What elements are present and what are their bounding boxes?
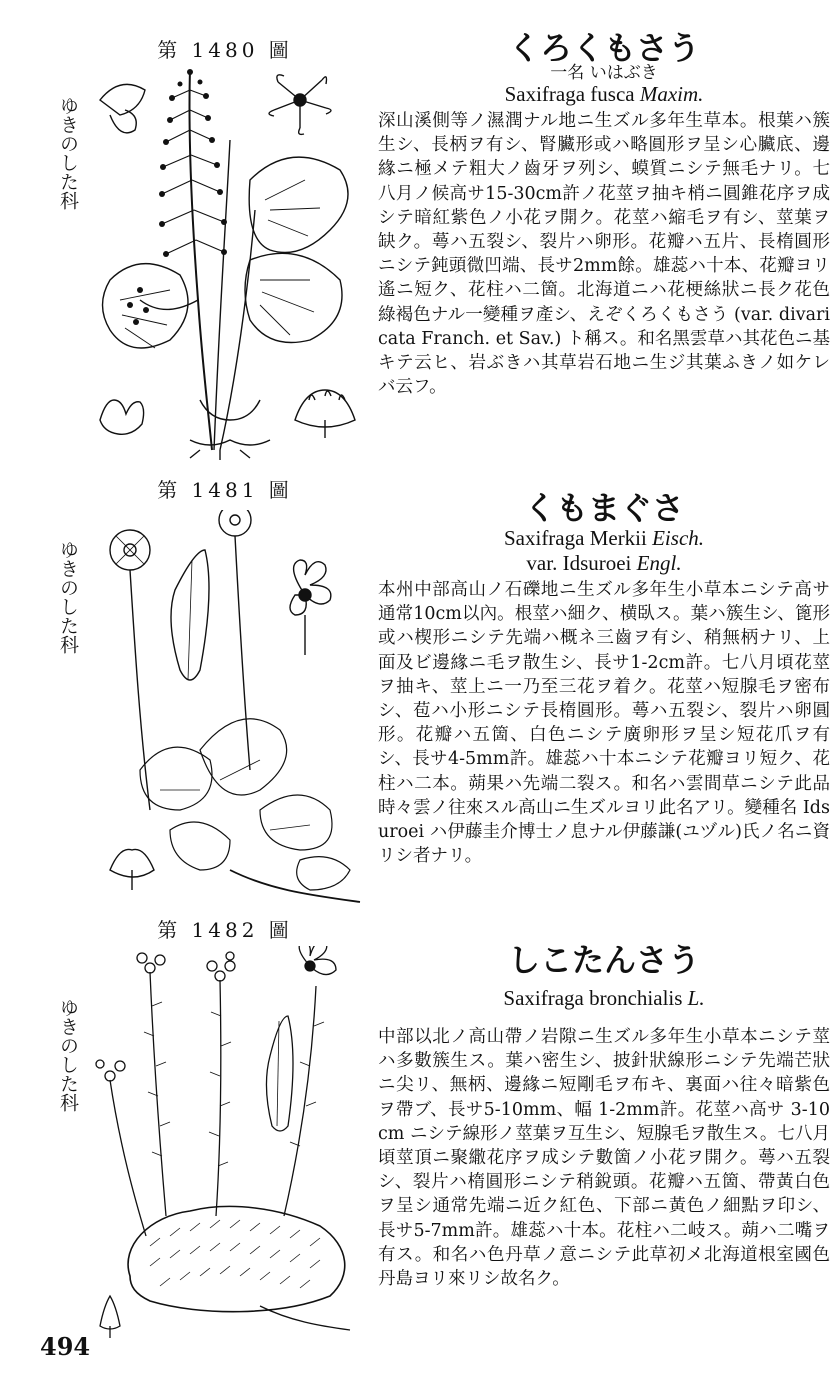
scientific-name bbox=[378, 82, 830, 107]
scientific-name bbox=[378, 986, 830, 1011]
figure-label: 第 1482 圖 bbox=[157, 918, 293, 942]
species-binomial: Saxifraga Merkii bbox=[503, 526, 647, 550]
japanese-name: くろくもさう bbox=[507, 29, 700, 67]
description: 中部以北ノ高山帶ノ岩隙ニ生ズル多年生小草本ニシテ莖ハ多數簇生ス。葉ハ密生シ、披針狀線形ニシテ先端芒狀ニ尖リ、無柄、邊緣ニ短剛毛ヲ布キ、裏面ハ往々暗紫色ヲ帶ブ、長サ5-10mm、幅 1-2mm許。花莖ハ高サ 3-10cm ニシテ線形ノ莖葉ヲ互生シ、短腺毛ヲ散生ス。七八月頃莖頂ニ聚繖花序ヲ成シテ數箇ノ小花ヲ開ク。蕚ハ五裂シ、裂片ハ楕圓形ニシテ稍銳頭。花瓣ハ五箇、帶黃白色ヲ呈シ通常先端ニ近ク紅色、下部ニ黃色ノ細點ヲ印シ、長サ5-7mm許。雄蕊ハ十本。花柱ハ二岐ス。蒴ハ二嘴ヲ有ス。和名ハ色丹草ノ意ニシテ此草初メ北海道根室國色丹島ヨリ來リシ故名ク。 bbox=[378, 1027, 830, 1290]
species-binomial: Saxifraga fusca bbox=[504, 82, 635, 106]
variety-name bbox=[378, 551, 830, 576]
entry-1480 bbox=[0, 0, 840, 470]
entry-1481 bbox=[0, 470, 840, 910]
entry-text bbox=[378, 490, 830, 868]
entry-text bbox=[378, 30, 830, 399]
species-author: Eisch. bbox=[652, 526, 705, 550]
family-label: ゆきのした科 bbox=[57, 96, 79, 210]
description: 本州中部高山ノ石礫地ニ生ズル多年生小草本ニシテ高サ通常10cm以內。根莖ハ細ク、横臥ス。葉ハ簇生シ、篦形或ハ楔形ニシテ先端ハ概ネ三齒ヲ有シ、稍無柄ナリ、上面及ビ邊緣ニ毛ヲ散生シ、長サ1-2cm許。七八月頃花莖ヲ抽キ、莖上ニ一乃至三花ヲ着ク。花莖ハ短腺毛ヲ密布シ、苞ハ小形ニシテ長楕圓形。蕚ハ五裂シ、裂片ハ卵圓形。花瓣ハ五箇、白色ニシテ廣卵形ヲ呈シ短花爪ヲ有シ、長サ4-5mm許。雄蕊ハ十本ニシテ花瓣ヨリ短ク、花柱ハ二本。蒴果ハ先端二裂ス。和名ハ雲間草ニシテ此品時々雲ノ往來スル高山ニ生ズルヨリ此名アリ。變種名 Idsuroei ハ伊藤圭介博士ノ息ナル伊藤謙(ユヅル)氏ノ名ニ資リシ者ナリ。 bbox=[378, 580, 830, 867]
species-binomial: Saxifraga bronchialis bbox=[503, 986, 683, 1010]
alternate-name: 一名 いはぶき bbox=[550, 63, 658, 83]
plant-illustration-kumomagusa bbox=[80, 510, 370, 910]
species-author: Maxim. bbox=[639, 82, 704, 106]
page-number: 494 bbox=[40, 1332, 91, 1361]
family-label: ゆきのした科 bbox=[57, 998, 79, 1112]
description: 深山溪側等ノ濕潤ナル地ニ生ズル多年生草本。根葉ハ簇生シ、長柄ヲ有シ、腎臟形或ハ略圓形ヲ呈シ心臟底、邊緣ニ極メテ粗大ノ齒牙ヲ列シ、蟆質ニシテ無毛ナリ。七八月ノ候高サ15-30cm許ノ花莖ヲ抽キ梢ニ圓錐花序ヲ成シテ暗紅紫色ノ小花ヲ開ク。花莖ハ縮毛ヲ有シ、莖葉ヲ缺ク。蕚ハ五裂シ、裂片ハ卵形。花瓣ハ五片、長楕圓形ニシテ鈍頭微凹端、長サ2mm餘。雄蕊ハ十本、花瓣ヨリ遙ニ短ク、花柱ハ二箇。北海道ニハ花梗絲狀ニ長ク花色綠褐色ナル一變種ヲ產シ、えぞくろくもさう (var. divaricata Franch. et Sav.) ト稱ス。和名黑雲草ハ其花色ニ基キテ云ヒ、岩ぶきハ其草岩石地ニ生ジ其葉ふきノ如ケレバ云フ。 bbox=[378, 111, 830, 398]
family-label: ゆきのした科 bbox=[57, 540, 79, 654]
plant-illustration-shikotansau bbox=[80, 946, 370, 1346]
variety-label: var. Idsuroei bbox=[526, 551, 632, 575]
species-author: L. bbox=[687, 986, 705, 1010]
japanese-name: しこたんさう bbox=[507, 941, 700, 979]
entry-1482 bbox=[0, 910, 840, 1340]
scientific-name bbox=[378, 526, 830, 551]
plant-illustration-kurokumosau bbox=[80, 60, 370, 460]
variety-author: Engl. bbox=[636, 551, 682, 575]
figure-label: 第 1480 圖 bbox=[157, 38, 293, 62]
figure-label: 第 1481 圖 bbox=[157, 478, 293, 502]
entry-text bbox=[378, 942, 830, 1291]
japanese-name: くもまぐさ bbox=[523, 489, 684, 527]
